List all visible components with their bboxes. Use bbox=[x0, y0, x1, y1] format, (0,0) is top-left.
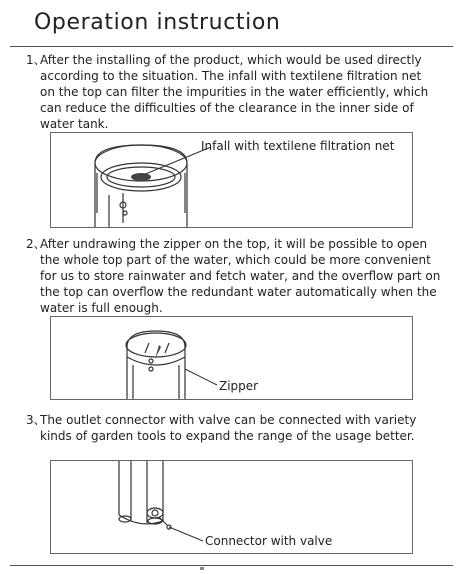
step-3-text: The outlet connector with valve can be connected with variety kinds of garden tools to expand the range of the usage better. bbox=[40, 413, 417, 443]
step-2-number: 2、 bbox=[26, 237, 46, 251]
step-1-illustration bbox=[50, 132, 413, 228]
step-2-illustration bbox=[50, 316, 413, 400]
connector-callout: Connector with valve bbox=[205, 534, 333, 548]
step-3-paragraph bbox=[26, 412, 449, 444]
step-3-illustration bbox=[50, 460, 413, 554]
footer-mark bbox=[200, 567, 204, 570]
step-1-number: 1、 bbox=[26, 53, 46, 67]
step-1-paragraph bbox=[26, 52, 449, 132]
step-3-number: 3、 bbox=[26, 413, 46, 427]
zipper-callout: Zipper bbox=[219, 379, 259, 393]
step-2-paragraph bbox=[26, 236, 449, 316]
step-2-text: After undrawing the zipper on the top, it will be possible to open the whole top part of the water, which could be more convenient for us to store rainwater and fetch water, and the overflow part on the top can overflow the redundant water automatically when the water is full enough. bbox=[40, 237, 441, 315]
title-divider bbox=[10, 46, 453, 47]
page-title: Operation instruction bbox=[34, 10, 281, 35]
step-1-text: After the installing of the product, which would be used directly according to the situation. The infall with textilene filtration net on the top can filter the impurities in the water efficiently, which can reduce the difficulties of the clearance in the inner side of water tank. bbox=[40, 53, 429, 131]
filter-net-callout: Infall with textilene filtration net bbox=[201, 139, 395, 153]
bottom-divider bbox=[10, 565, 453, 566]
